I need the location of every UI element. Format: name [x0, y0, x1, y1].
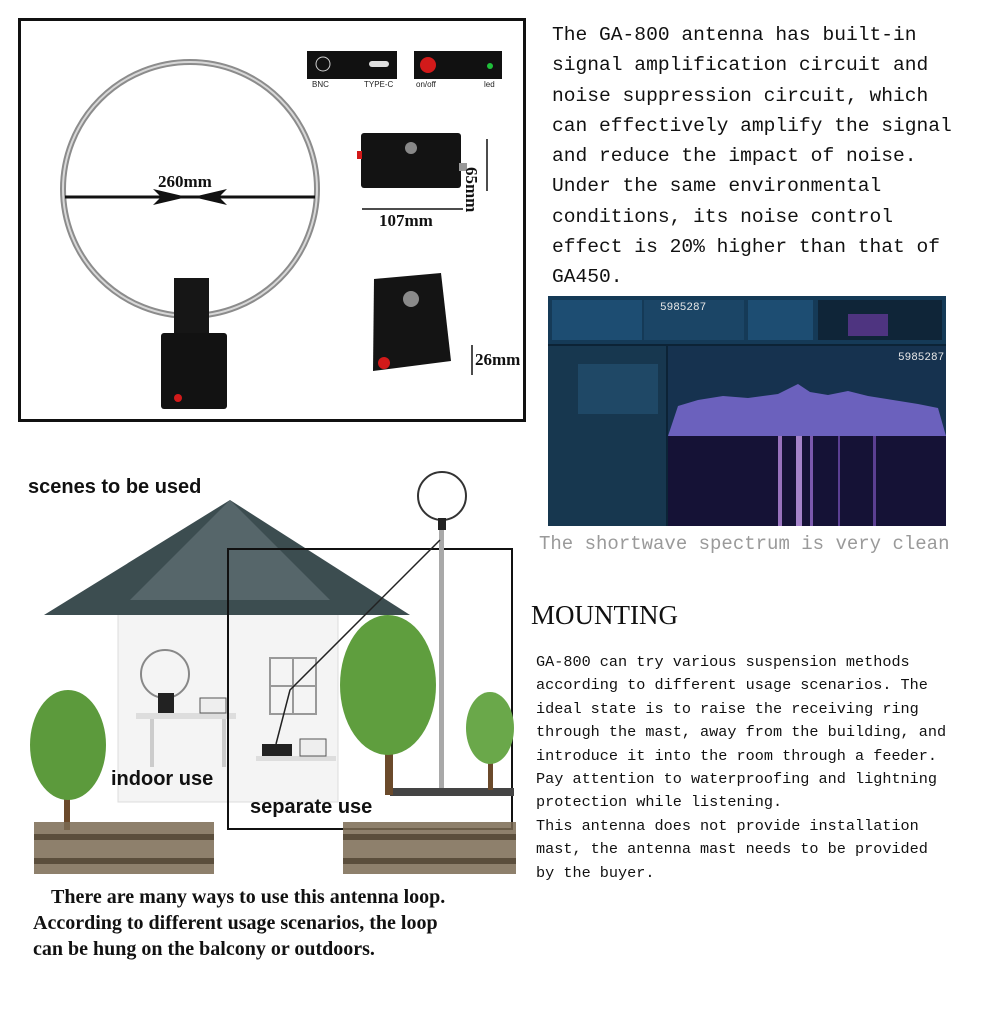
usage-line-2: According to different usage scenarios, the loop	[33, 912, 438, 934]
mast-base	[390, 788, 514, 796]
led-label: led	[484, 80, 495, 89]
house-scene	[0, 460, 530, 890]
mast-antenna-clamp	[438, 518, 446, 530]
indoor-table	[136, 713, 236, 719]
intro-text: The GA-800 antenna has built-in signal amplification circuit and noise suppression circuit, which can effectively amplify the signal and reduce the impact of noise. Under the same environmental conditions, its noise control effect is 20% higher than that of GA450.	[552, 24, 952, 289]
separate-table	[256, 756, 336, 761]
mini-waterfall-signal	[848, 314, 888, 336]
tree-right	[466, 692, 514, 764]
tree-left	[30, 690, 106, 800]
waterfall-signal-4	[838, 436, 840, 526]
box-side-switch	[357, 151, 362, 159]
scenes-illustration	[0, 460, 530, 890]
usage-line-1: There are many ways to use this antenna loop.	[51, 886, 446, 908]
antenna-mast	[439, 530, 444, 790]
waterfall-signal-1	[778, 436, 782, 526]
separate-radio-icon	[300, 739, 326, 756]
usage-line-3: can be hung on the balcony or outdoors.	[33, 938, 375, 960]
box-top-view	[361, 133, 461, 188]
mounting-heading: MOUNTING	[531, 600, 678, 630]
separate-use-label: separate use	[250, 796, 373, 818]
amplifier-base	[161, 333, 227, 409]
sdr-waterfall	[668, 436, 946, 526]
sdr-mode-panel	[748, 300, 813, 340]
waterfall-signal-3	[810, 436, 813, 526]
box-width-label: 107mm	[379, 211, 433, 230]
tree-middle	[340, 615, 436, 755]
frequency-readout: 5985287	[898, 352, 945, 364]
ring-diameter-label: 260mm	[158, 172, 212, 191]
separate-amplifier-box	[262, 744, 292, 756]
indoor-radio-icon	[200, 698, 226, 713]
type-c-label: TYPE-C	[364, 80, 394, 89]
bnc-label: BNC	[312, 80, 329, 89]
sdr-control-panel	[552, 300, 642, 340]
fence-left	[34, 822, 214, 874]
sdr-memory-list	[578, 364, 658, 414]
indoor-use-label: indoor use	[111, 768, 214, 790]
waterfall-signal-2	[796, 436, 802, 526]
scenes-title: scenes to be used	[28, 476, 202, 498]
box-angled-bnc	[403, 291, 419, 307]
box-bnc-connector	[405, 142, 417, 154]
power-switch-icon	[420, 57, 436, 73]
box-height-label: 65mm	[462, 167, 481, 213]
base-power-button	[174, 394, 182, 402]
indoor-table-leg-right	[222, 719, 226, 767]
loop-antenna-illustration	[21, 21, 523, 419]
usage-text	[33, 884, 513, 962]
box-depth-label: 26mm	[475, 350, 521, 369]
fence-right	[343, 822, 516, 874]
mounting-text: GA-800 can try various suspension methods according to different usage scenarios. The ideal state is to raise the receiving ring through the mast, away from the building, and introduce it into the room through a feeder. Pay attention to waterproofing and lightning protection while listening. This antenna does not provide installation mast, the antenna mast needs to be provided by the buyer.	[536, 653, 947, 882]
usb-c-port-icon	[369, 61, 389, 67]
led-indicator-icon	[487, 63, 493, 69]
frequency-readout-top: 5985287	[660, 302, 707, 314]
product-panel	[18, 18, 526, 422]
indoor-antenna-base	[158, 693, 174, 713]
waterfall-signal-5	[873, 436, 876, 526]
spectrum-screenshot	[548, 296, 946, 526]
mast-loop-antenna	[418, 472, 466, 520]
indoor-table-leg-left	[150, 719, 154, 767]
sdr-software-ui	[548, 296, 946, 526]
spectrum-caption: The shortwave spectrum is very clean	[539, 533, 950, 555]
box-angled-view	[373, 273, 451, 371]
box-angled-power-button	[378, 357, 390, 369]
on-off-label: on/off	[416, 80, 436, 89]
